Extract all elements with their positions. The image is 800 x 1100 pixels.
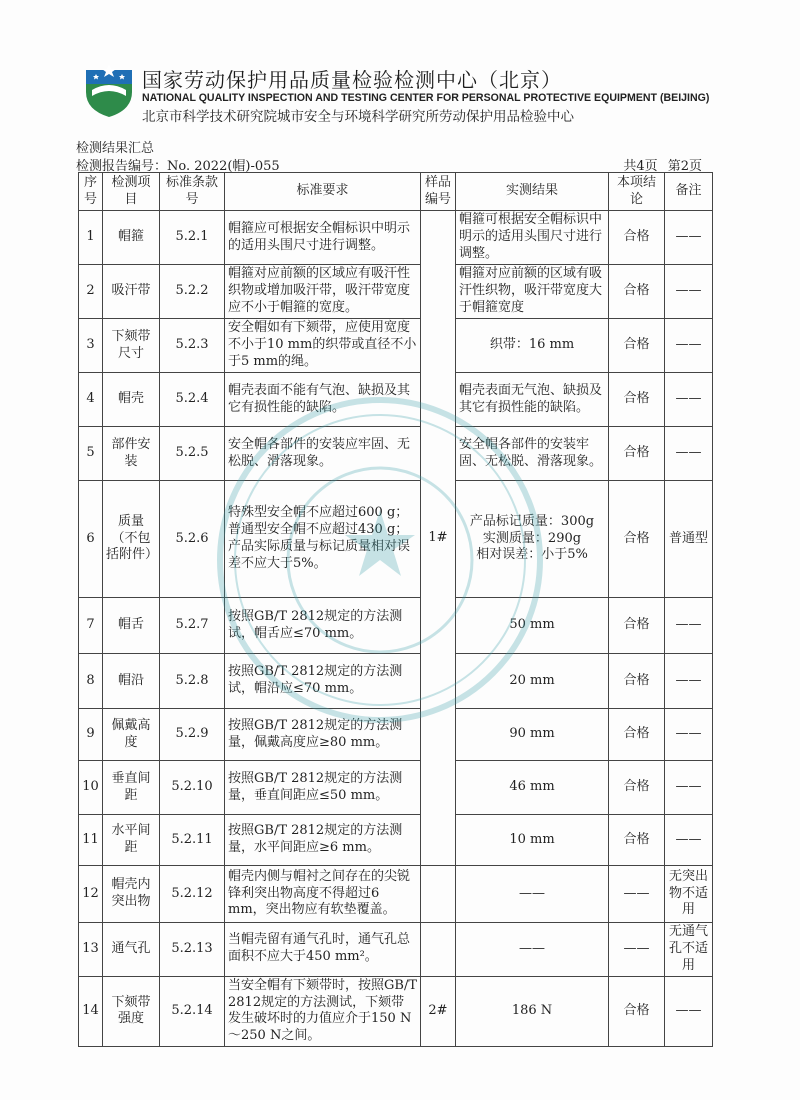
row-result: 帽壳表面无气泡、缺损及其它有损性能的缺陷。 [456,373,609,427]
row-requirement: 安全帽各部件的安装应牢固、无松脱、滑落现象。 [225,427,421,481]
row-result: 安全帽各部件的安装牢固、无松脱、滑落现象。 [456,427,609,481]
row-item: 下颏带强度 [103,976,160,1047]
row-clause: 5.2.10 [160,761,225,815]
header-requirement: 标准要求 [225,173,421,211]
row-remark: 无通气孔不适用 [665,923,713,977]
row-remark: 无突出物不适用 [665,866,713,923]
row-no: 8 [79,654,103,709]
row-requirement: 按照GB/T 2812规定的方法测量，垂直间距应≤50 mm。 [225,761,421,815]
row-conclusion: 合格 [609,976,665,1047]
row-no: 13 [79,923,103,977]
row-no: 4 [79,373,103,427]
row-no: 3 [79,319,103,373]
table-row [79,211,713,265]
table-row [79,427,713,481]
row-clause: 5.2.11 [160,815,225,866]
table-row [79,598,713,654]
row-requirement: 按照GB/T 2812规定的方法测量，水平间距应≥6 mm。 [225,815,421,866]
sample-number-1: 1# [421,211,456,866]
table-row [79,761,713,815]
result-line-measured-mass: 实测质量：290g [482,530,582,546]
row-item: 通气孔 [103,923,160,977]
org-name-en: NATIONAL QUALITY INSPECTION AND TESTING CENTER FOR PERSONAL PROTECTIVE EQUIPMENT (BEIJING) [142,92,710,104]
row-result: 10 mm [456,815,609,866]
row-requirement: 按照GB/T 2812规定的方法测试，帽沿应≤70 mm。 [225,654,421,709]
row-conclusion: 合格 [609,481,665,598]
report-number-label: 检测报告编号： [76,159,168,174]
row-conclusion: 合格 [609,815,665,866]
table-row [79,481,713,598]
org-sub-name: 北京市科学技术研究院城市安全与环境科学研究所劳动保护用品检验中心 [142,109,574,125]
row-requirement: 当安全帽有下颏带时，按照GB/T 2812规定的方法测试，下颏带发生破坏时的力值应介于150 N～250 N之间。 [225,976,421,1047]
row-item: 帽舌 [103,598,160,654]
row-conclusion: 合格 [609,319,665,373]
row-result: 20 mm [456,654,609,709]
row-clause: 5.2.9 [160,709,225,761]
sample-number-2: 2# [421,976,456,1047]
row-remark: —— [665,815,713,866]
row-requirement: 当帽壳留有通气孔时，通气孔总面积不应大于450 mm²。 [225,923,421,977]
header-item: 检测项目 [103,173,160,211]
row-item: 帽箍 [103,211,160,265]
row-requirement: 安全帽如有下颏带，应使用宽度不小于10 mm的织带或直径不小于5 mm的绳。 [225,319,421,373]
row-clause: 5.2.7 [160,598,225,654]
row-remark: —— [665,427,713,481]
page-info: 共4页 第2页 [623,159,702,174]
header-no: 序号 [79,173,103,211]
row-item: 垂直间距 [103,761,160,815]
row-conclusion: 合格 [609,709,665,761]
row-clause: 5.2.1 [160,211,225,265]
table-row [79,815,713,866]
row-remark: —— [665,211,713,265]
row-conclusion: 合格 [609,373,665,427]
row-requirement: 特殊型安全帽不应超过600 g；普通型安全帽不应超过430 g；产品实际质量与标记质量相对误差不应大于5%。 [225,481,421,598]
row-item: 水平间距 [103,815,160,866]
row-clause: 5.2.5 [160,427,225,481]
table-row [79,319,713,373]
row-item: 帽壳内突出物 [103,866,160,923]
table-row [79,923,713,977]
row-no: 5 [79,427,103,481]
header-remark: 备注 [665,173,713,211]
report-number-value: No. 2022(帽)-055 [167,159,280,174]
row-result: 织带：16 mm [456,319,609,373]
header-sample: 样品编号 [421,173,456,211]
header-result: 实测结果 [456,173,609,211]
row-no: 1 [79,211,103,265]
row-conclusion: 合格 [609,211,665,265]
row-clause: 5.2.2 [160,265,225,319]
result-line-relative-error: 相对误差：小于5% [476,547,588,563]
row-conclusion: —— [609,866,665,923]
row-item: 帽壳 [103,373,160,427]
table-row [79,373,713,427]
row-requirement: 按照GB/T 2812规定的方法测试，帽舌应≤70 mm。 [225,598,421,654]
row-remark: —— [665,319,713,373]
row-requirement: 帽箍对应前额的区域应有吸汗性织物或增加吸汗带，吸汗带宽度应不小于帽箍的宽度。 [225,265,421,319]
row-result [456,481,609,598]
row-requirement: 按照GB/T 2812规定的方法测量，佩戴高度应≥80 mm。 [225,709,421,761]
row-remark: —— [665,373,713,427]
row-no: 11 [79,815,103,866]
row-item: 佩戴高度 [103,709,160,761]
row-remark: —— [665,709,713,761]
row-conclusion: 合格 [609,265,665,319]
row-remark: —— [665,654,713,709]
row-result: 50 mm [456,598,609,654]
row-item: 帽沿 [103,654,160,709]
row-requirement: 帽壳表面不能有气泡、缺损及其它有损性能的缺陷。 [225,373,421,427]
row-clause: 5.2.12 [160,866,225,923]
row-remark: —— [665,761,713,815]
row-clause: 5.2.4 [160,373,225,427]
row-item: 下颏带尺寸 [103,319,160,373]
row-requirement: 帽箍应可根据安全帽标识中明示的适用头围尺寸进行调整。 [225,211,421,265]
row-conclusion: 合格 [609,761,665,815]
row-clause: 5.2.6 [160,481,225,598]
row-result: 90 mm [456,709,609,761]
row-remark: —— [665,598,713,654]
table-row [79,976,713,1047]
table-header-row [79,173,713,211]
results-table [78,172,713,1047]
row-remark: —— [665,976,713,1047]
table-row [79,654,713,709]
row-clause: 5.2.14 [160,976,225,1047]
row-result: —— [456,866,609,923]
row-no: 9 [79,709,103,761]
row-remark: 普通型 [665,481,713,598]
row-no: 12 [79,866,103,923]
row-clause: 5.2.13 [160,923,225,977]
header-clause: 标准条款号 [160,173,225,211]
row-no: 14 [79,976,103,1047]
row-no: 7 [79,598,103,654]
row-no: 10 [79,761,103,815]
table-row [79,866,713,923]
row-conclusion: 合格 [609,654,665,709]
row-result: 186 N [456,976,609,1047]
center-logo-icon [84,62,134,118]
row-no: 6 [79,481,103,598]
row-item: 质量（不包括附件） [103,481,160,598]
table-row [79,709,713,761]
row-conclusion: 合格 [609,427,665,481]
row-result: 46 mm [456,761,609,815]
summary-title: 检测结果汇总 [76,141,155,156]
report-header [84,62,764,124]
row-item: 部件安装 [103,427,160,481]
row-no: 2 [79,265,103,319]
result-line-mark-mass: 产品标记质量：300g [469,513,595,529]
row-conclusion: 合格 [609,598,665,654]
row-result: 帽箍可根据安全帽标识中明示的适用头围尺寸进行调整。 [456,211,609,265]
sample-number-empty [421,923,456,977]
row-item: 吸汗带 [103,265,160,319]
sample-number-empty [421,866,456,923]
row-result: 帽箍对应前额的区域有吸汗性织物，吸汗带宽度大于帽箍宽度 [456,265,609,319]
row-clause: 5.2.3 [160,319,225,373]
header-conclusion: 本项结论 [609,173,665,211]
row-requirement: 帽壳内侧与帽衬之间存在的尖锐锋利突出物高度不得超过6 mm，突出物应有软垫覆盖。 [225,866,421,923]
row-remark: —— [665,265,713,319]
row-conclusion: —— [609,923,665,977]
row-result: —— [456,923,609,977]
row-clause: 5.2.8 [160,654,225,709]
table-row [79,265,713,319]
org-name-cn: 国家劳动保护用品质量检验检测中心（北京） [142,68,562,92]
